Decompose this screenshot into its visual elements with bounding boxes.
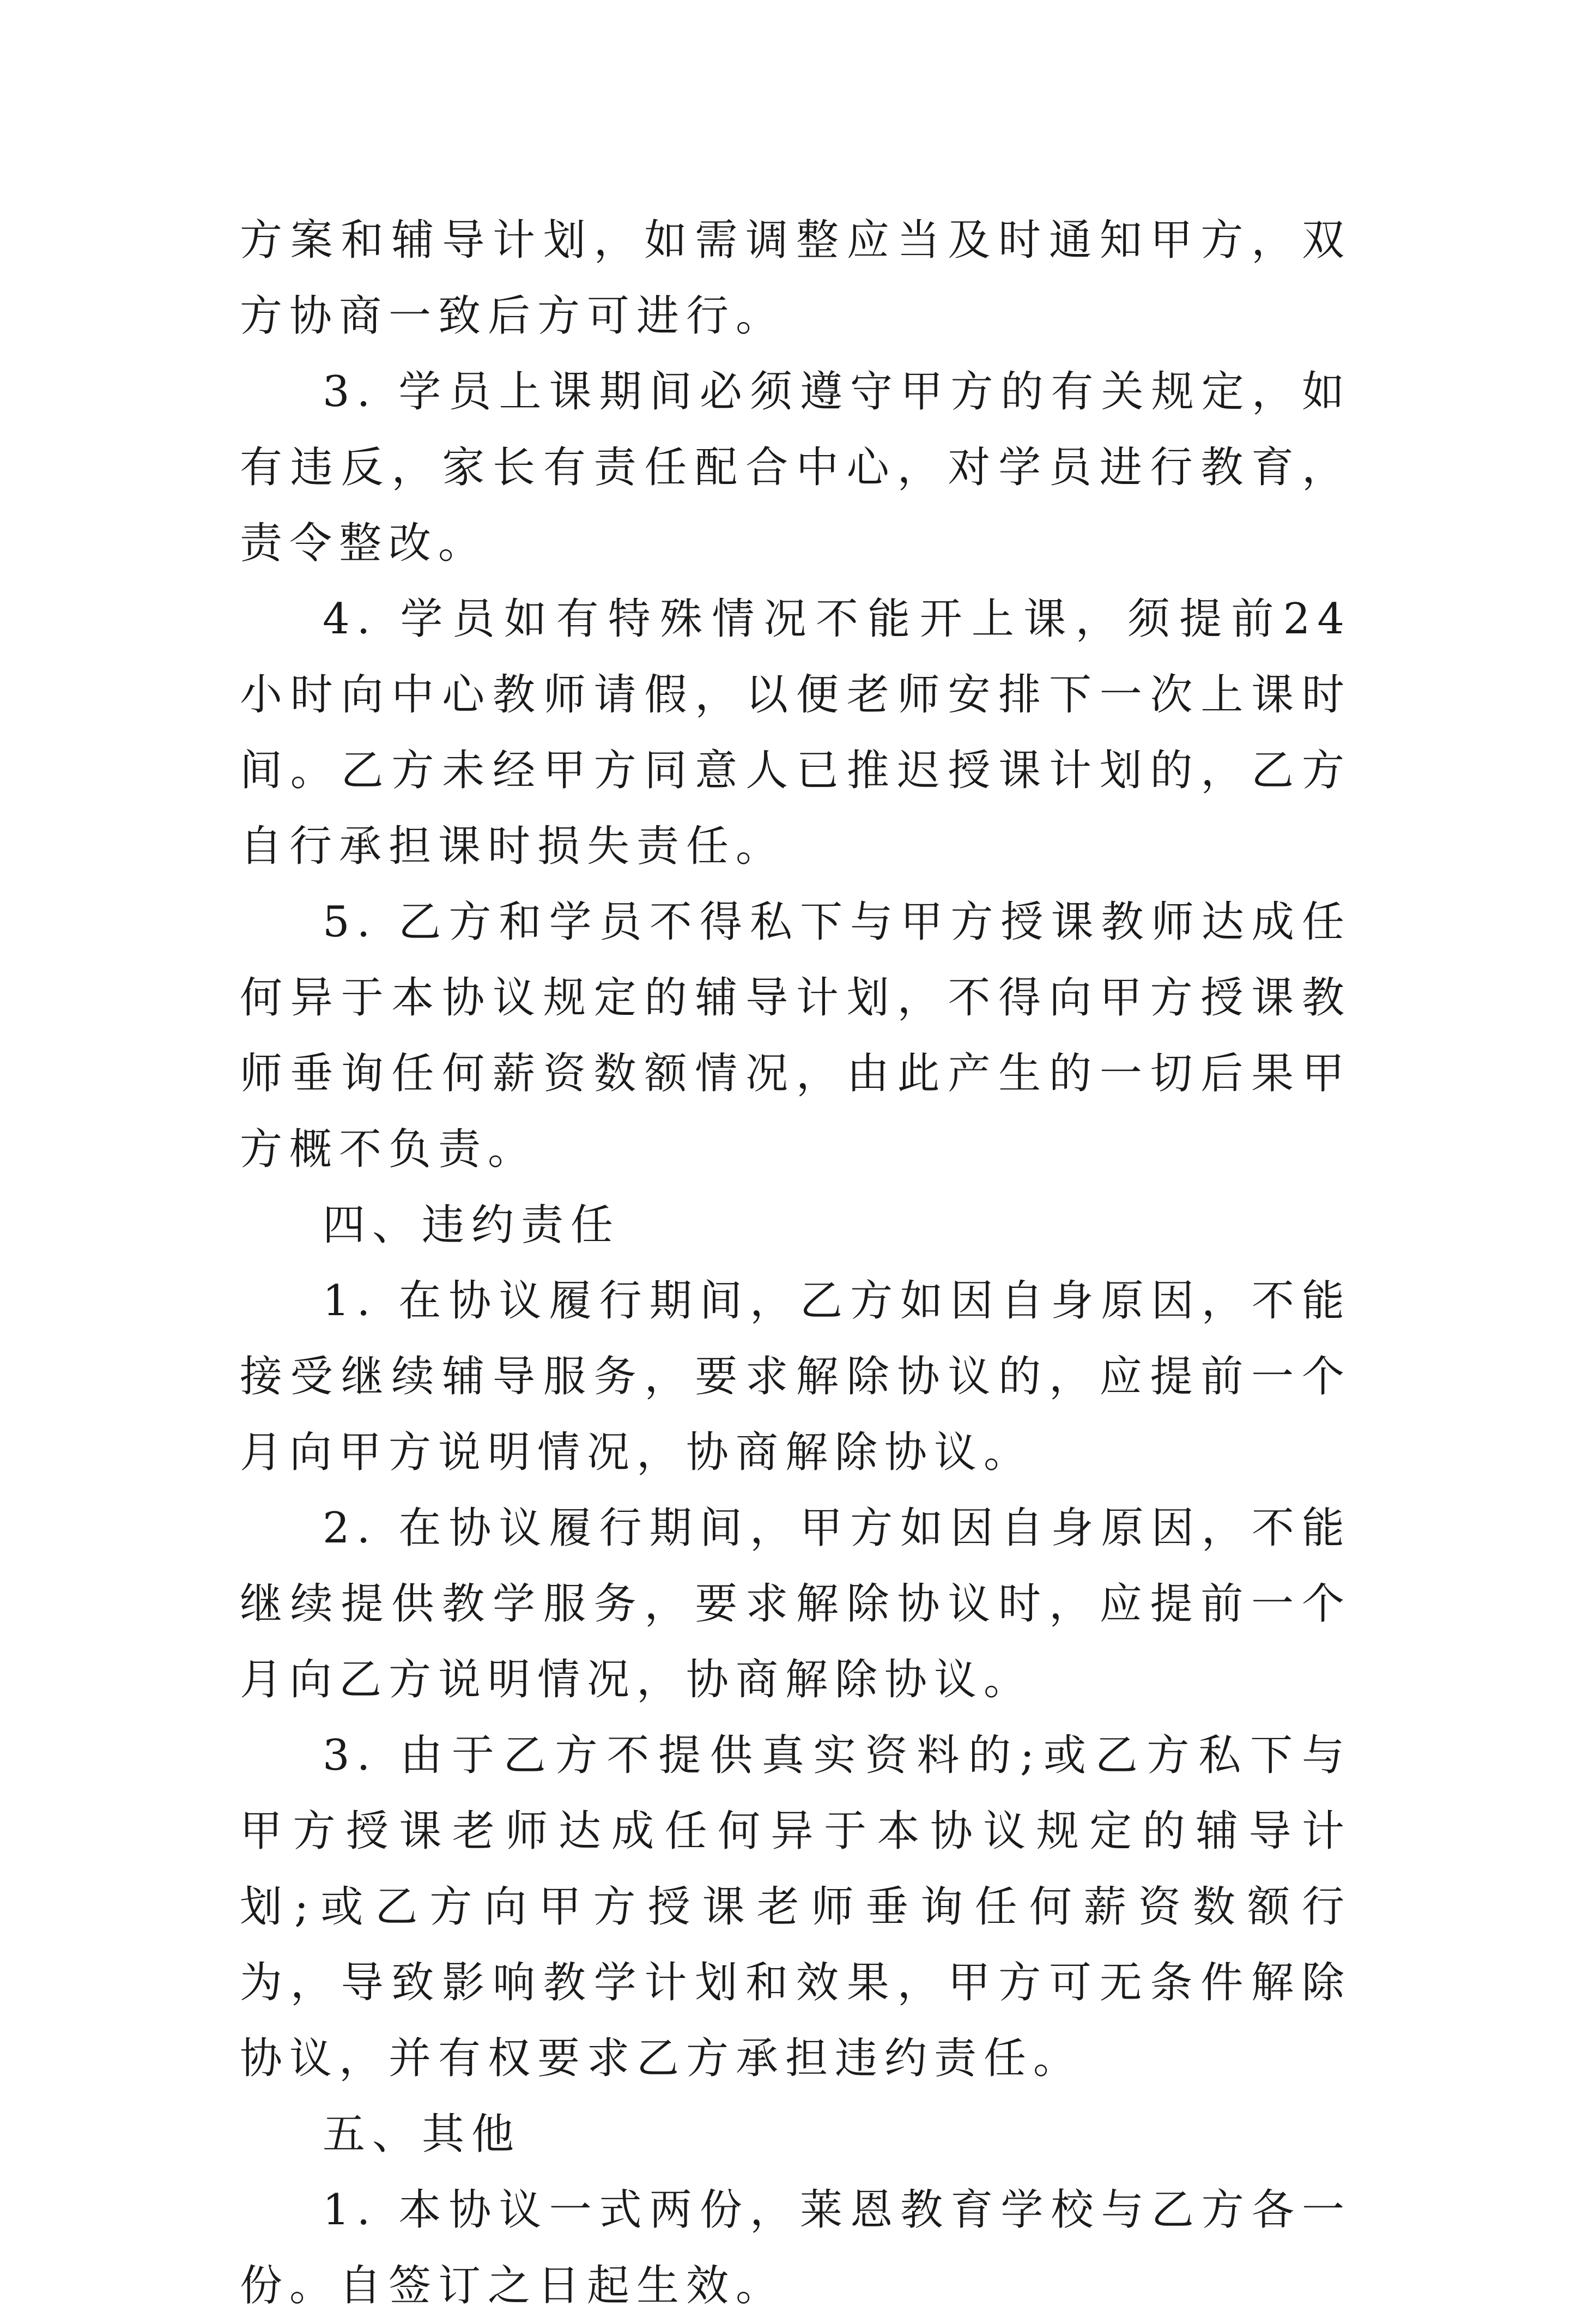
paragraph-continuation: 方案和辅导计划，如需调整应当及时通知甲方，双方协商一致后方可进行。 [240,216,1351,341]
section-heading-other: 五、其他 [323,2110,521,2159]
paragraph-other-1: 1. 本协议一式两份，莱恩教育学校与乙方各一份。自签订之日起生效。 [240,2186,1351,2310]
paragraph-clause-4: 4. 学员如有特殊情况不能开上课，须提前24小时向中心教师请假，以便老师安排下一次上课时间。乙方未经甲方同意人已推迟授课计划的，乙方自行承担课时损失责任。 [240,595,1351,871]
paragraph-clause-5: 5. 乙方和学员不得私下与甲方授课教师达成任何异于本协议规定的辅导计划，不得向甲方授课教师垂询任何薪资数额情况，由此产生的一切后果甲方概不负责。 [240,898,1351,1174]
paragraph-breach-2: 2. 在协议履行期间，甲方如因自身原因，不能继续提供教学服务，要求解除协议时，应提前一个月向乙方说明情况，协商解除协议。 [240,1504,1351,1704]
paragraph-breach-1: 1. 在协议履行期间，乙方如因自身原因，不能接受继续辅导服务，要求解除协议的，应提前一个月向甲方说明情况，协商解除协议。 [240,1276,1351,1477]
document-body [240,203,1351,2324]
section-heading-breach-liability: 四、违约责任 [323,1201,621,1250]
paragraph-breach-3: 3. 由于乙方不提供真实资料的;或乙方私下与甲方授课老师达成任何异于本协议规定的辅导计划;或乙方向甲方授课老师垂询任何薪资数额行为，导致影响教学计划和效果，甲方可无条件解除协议，并有权要求乙方承担违约责任。 [240,1731,1351,2083]
paragraph-clause-3: 3. 学员上课期间必须遵守甲方的有关规定，如有违反，家长有责任配合中心，对学员进行教育，责令整改。 [240,367,1351,568]
